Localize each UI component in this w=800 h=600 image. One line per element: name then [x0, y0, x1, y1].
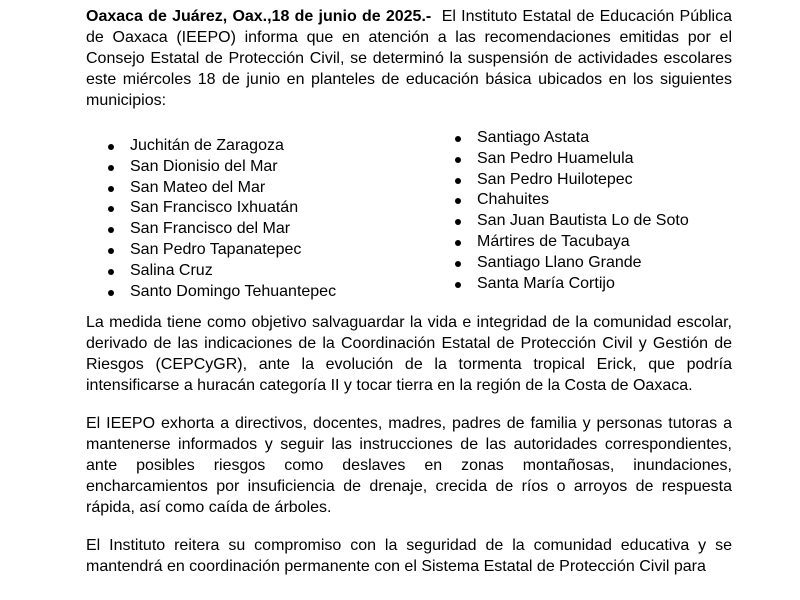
intro-paragraph	[86, 6, 732, 111]
dateline: Oaxaca de Juárez, Oax.,18 de junio de 2025.-	[86, 8, 432, 25]
list-item: Salina Cruz	[108, 261, 336, 282]
commitment-paragraph: El Instituto reitera su compromiso con la seguridad de la comunidad educativa y se mantendrá en coordinación permanente con el Sistema Estatal de Protección Civil para	[86, 537, 732, 575]
bullet-icon	[108, 248, 114, 254]
list-item: Chahuites	[455, 190, 689, 211]
list-item: Santa María Cortijo	[455, 274, 689, 295]
bullet-icon	[455, 136, 461, 142]
bullet-icon	[108, 269, 114, 275]
list-item: San Pedro Tapanatepec	[108, 240, 336, 261]
bullet-icon	[108, 144, 114, 150]
bullet-icon	[108, 290, 114, 296]
bullet-icon	[455, 178, 461, 184]
list-item: Santiago Astata	[455, 128, 689, 149]
bullet-icon	[455, 282, 461, 288]
bullet-icon	[108, 186, 114, 192]
list-item: Juchitán de Zaragoza	[108, 136, 336, 157]
list-item: San Dionisio del Mar	[108, 157, 336, 178]
municipality-list-right	[455, 128, 689, 294]
municipality-list-left	[108, 136, 336, 302]
bullet-icon	[455, 240, 461, 246]
bullet-icon	[108, 206, 114, 212]
list-item: Santiago Llano Grande	[455, 253, 689, 274]
bullet-icon	[455, 198, 461, 204]
bullet-icon	[455, 219, 461, 225]
list-item: San Mateo del Mar	[108, 178, 336, 199]
exhortation-paragraph: El IEEPO exhorta a directivos, docentes, madres, padres de familia y personas tutoras a mantenerse informados y seguir las instrucciones de las autoridades correspondientes, ante posibles riesgos como deslaves en zonas montañosas, inundaciones, encharcamientos por insuficiencia de drenaje, crecida de ríos o arroyos de respuesta rápida, así como caída de árboles.	[86, 415, 732, 516]
bullet-icon	[455, 261, 461, 267]
bullet-icon	[108, 165, 114, 171]
bullet-icon	[108, 227, 114, 233]
list-item: Santo Domingo Tehuantepec	[108, 282, 336, 303]
list-item: San Juan Bautista Lo de Soto	[455, 211, 689, 232]
intro-text: El Instituto Estatal de Educación Pública de Oaxaca (IEEPO) informa que en atención a las recomendaciones emitidas por el Consejo Estatal de Protección Civil, se determinó la suspensión de actividades escolares este miércoles 18 de junio en planteles de educación básica ubicados en los siguientes municipios:	[86, 8, 733, 109]
list-item: San Francisco del Mar	[108, 219, 336, 240]
list-item: Mártires de Tacubaya	[455, 232, 689, 253]
municipality-lists	[86, 128, 732, 300]
press-release	[86, 6, 732, 577]
list-item: San Pedro Huilotepec	[455, 170, 689, 191]
list-item: San Francisco Ixhuatán	[108, 198, 336, 219]
objective-paragraph: La medida tiene como objetivo salvaguardar la vida e integridad de la comunidad escolar, derivado de las indicaciones de la Coordinación Estatal de Protección Civil y Gestión de Riesgos (CEPCyGR), ante la evolución de la tormenta tropical Erick, que podría intensificarse a huracán categoría II y tocar tierra en la región de la Costa de Oaxaca.	[86, 314, 732, 394]
bullet-icon	[455, 157, 461, 163]
list-item: San Pedro Huamelula	[455, 149, 689, 170]
